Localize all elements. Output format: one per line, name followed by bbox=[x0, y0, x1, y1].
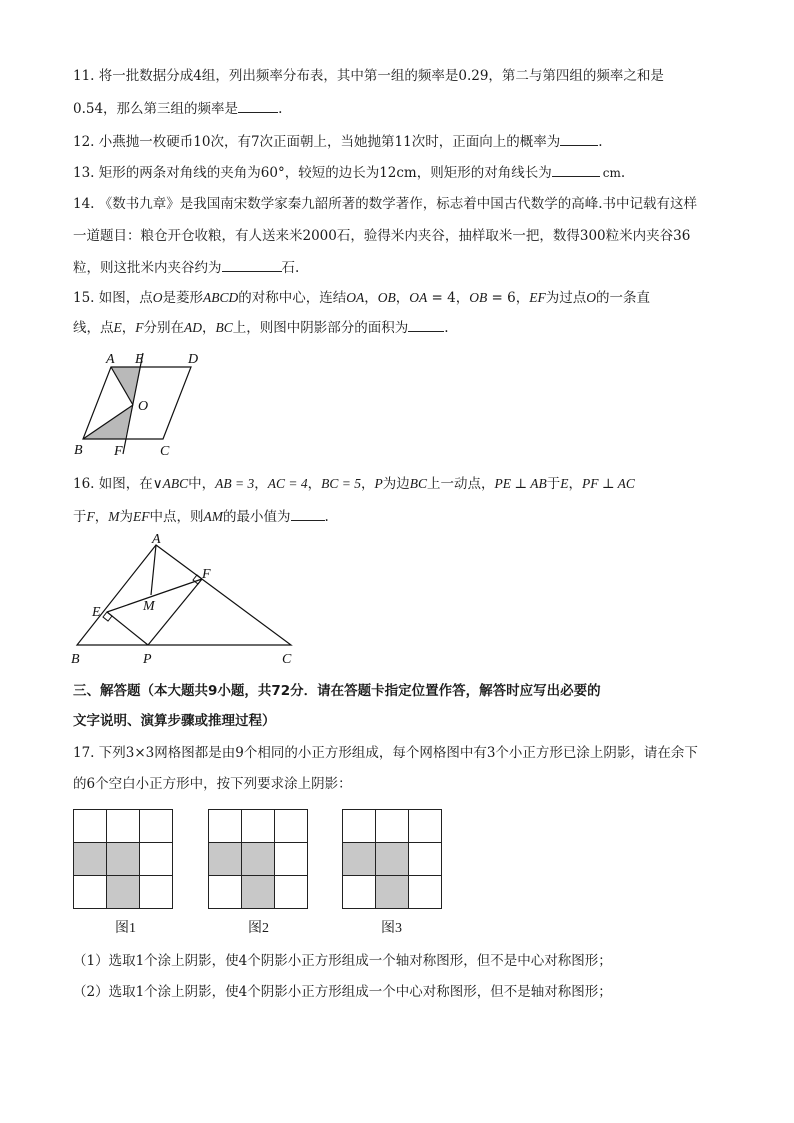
q16-text-d: 上一动点， bbox=[427, 476, 495, 492]
q15-eq6: = 6 bbox=[487, 290, 516, 306]
q11-tail: . bbox=[278, 101, 283, 117]
q16-ef: EF bbox=[133, 509, 150, 524]
q16-point-e: E bbox=[560, 476, 569, 491]
q15-line1 bbox=[73, 288, 650, 308]
q15-ef: EF bbox=[529, 290, 546, 305]
grid-figure-2 bbox=[208, 809, 308, 909]
segment-pe bbox=[107, 612, 148, 645]
grid-cell[interactable] bbox=[209, 810, 242, 843]
grid-cell[interactable] bbox=[343, 843, 376, 876]
q17-line2: 的6个空白小正方形中，按下列要求涂上阴影： bbox=[73, 776, 352, 792]
q14-line3 bbox=[73, 257, 299, 278]
label-d: D bbox=[188, 352, 199, 367]
q15-rhombus-name: ABCD bbox=[203, 290, 239, 305]
q15-sep: ， bbox=[121, 320, 136, 336]
grid-cell[interactable] bbox=[140, 876, 173, 909]
q15-text-b: 是菱形 bbox=[162, 290, 204, 306]
q14-line1: 14. 《数书九章》是我国南宋数学家秦九韶所著的数学著作，标志着中国古代数学的高峰.书中记载有这样 bbox=[73, 196, 698, 212]
grid-cell[interactable] bbox=[107, 810, 140, 843]
q13-answer-blank[interactable] bbox=[552, 162, 600, 177]
grid-cell[interactable] bbox=[242, 843, 275, 876]
q14-tail: 石. bbox=[281, 260, 300, 276]
q11-line2 bbox=[73, 98, 282, 119]
q16-sep: ， bbox=[361, 476, 375, 492]
q15-bc: BC bbox=[215, 320, 233, 335]
label-e: E bbox=[135, 352, 144, 367]
grid-cell[interactable] bbox=[376, 843, 409, 876]
figure-caption-1: 图1 bbox=[115, 921, 136, 936]
triangle-figure bbox=[66, 532, 306, 672]
q15-sep: ， bbox=[515, 290, 530, 306]
grid-figure-1 bbox=[73, 809, 173, 909]
grid-cell[interactable] bbox=[242, 810, 275, 843]
q15-point-f: F bbox=[135, 320, 144, 335]
grid-cell[interactable] bbox=[242, 876, 275, 909]
label-b: B bbox=[74, 443, 83, 458]
q16-point-m: M bbox=[108, 509, 120, 524]
q13-unit: cm bbox=[602, 166, 621, 180]
q16-line1 bbox=[73, 474, 635, 494]
grid-cell[interactable] bbox=[140, 810, 173, 843]
q16-tail: . bbox=[324, 509, 329, 525]
q14-line2: 一道题目：粮仓开仓收粮，有人送来米2000石，验得米内夹谷，抽样取米一把，数得300粒米内夹谷36 bbox=[73, 228, 691, 244]
grid-figure-3 bbox=[342, 809, 442, 909]
label-e: E bbox=[92, 605, 101, 620]
q14-answer-blank[interactable] bbox=[222, 257, 282, 272]
q11-line1: 11. 将一批数据分成4组，列出频率分布表，其中第一组的频率是0.29，第二与第四组的频率之和是 bbox=[73, 68, 664, 84]
q15-text-e: 的一条直 bbox=[595, 290, 650, 306]
q17-sub2: （2）选取1个涂上阴影，使4个阴影小正方形组成一个中心对称图形，但不是轴对称图形； bbox=[73, 984, 612, 1000]
q15-tail: . bbox=[444, 320, 449, 336]
grid-cell[interactable] bbox=[209, 876, 242, 909]
q16-line2 bbox=[73, 506, 329, 527]
q15-text-c: 的对称中心，连结 bbox=[238, 290, 347, 306]
q16-pf: PF ⊥ AC bbox=[581, 476, 635, 491]
segment-am bbox=[151, 545, 156, 595]
q16-sep: ， bbox=[568, 476, 582, 492]
q13-text: 13. 矩形的两条对角线的夹角为60°，较短的边长为12cm，则矩形的对角线长为 bbox=[73, 165, 552, 181]
q15-sep: ， bbox=[395, 290, 410, 306]
q17-line1: 17. 下列3×3网格图都是由9个相同的小正方形组成，每个网格图中有3个小正方形已涂上阴影，请在余下 bbox=[73, 745, 698, 761]
grid-cell[interactable] bbox=[409, 810, 442, 843]
q15-ob: OB bbox=[377, 290, 396, 305]
q16-sep: ， bbox=[94, 509, 109, 525]
q16-pe: PE ⊥ AB bbox=[494, 476, 547, 491]
label-a: A bbox=[106, 352, 115, 367]
grid-cell[interactable] bbox=[275, 810, 308, 843]
q16-text-e: 于 bbox=[546, 476, 561, 492]
rhombus-figure bbox=[70, 348, 210, 460]
q16-ab: AB = 3 bbox=[215, 476, 255, 491]
q16-sep: ， bbox=[307, 476, 322, 492]
grid-cell[interactable] bbox=[74, 843, 107, 876]
section3-heading-line1: 三、解答题（本大题共9小题，共72分．请在答题卡指定位置作答，解答时应写出必要的 bbox=[73, 683, 601, 699]
q15-oa-eq: OA bbox=[409, 290, 428, 305]
q15-text-a: 15. 如图，点 bbox=[73, 290, 153, 306]
q15-point-o: O bbox=[152, 290, 163, 305]
q16-bc: BC = 5 bbox=[321, 476, 362, 491]
label-o: O bbox=[138, 399, 149, 414]
grid-cell[interactable] bbox=[74, 810, 107, 843]
label-f: F bbox=[114, 444, 123, 459]
q16-am: AM bbox=[203, 509, 223, 524]
q16-point-p: P bbox=[374, 476, 383, 491]
figure-caption-3: 图3 bbox=[381, 921, 402, 936]
q15-sep: ， bbox=[364, 290, 378, 306]
q16-text-i: 的最小值为 bbox=[223, 509, 291, 525]
label-c: C bbox=[282, 652, 292, 667]
q12-text: 12. 小燕抛一枚硬币10次，有7次正面朝上，当她抛第11次时，正面向上的概率为 bbox=[73, 134, 561, 150]
q15-ob-eq: OB bbox=[469, 290, 488, 305]
q15-sep: ， bbox=[202, 320, 216, 336]
q12-tail: . bbox=[598, 134, 603, 150]
q15-sep: ， bbox=[455, 290, 470, 306]
q16-ac: AC = 4 bbox=[267, 476, 308, 491]
q11-answer-blank[interactable] bbox=[238, 98, 278, 113]
grid-cell[interactable] bbox=[275, 876, 308, 909]
q13-line bbox=[73, 162, 625, 183]
grid-cell[interactable] bbox=[409, 876, 442, 909]
grid-cell[interactable] bbox=[343, 876, 376, 909]
q16-bc2: BC bbox=[409, 476, 428, 491]
q12-answer-blank[interactable] bbox=[560, 131, 598, 146]
figure-caption-2: 图2 bbox=[248, 921, 269, 936]
label-c: C bbox=[160, 444, 170, 459]
q15-text-f: 线，点 bbox=[73, 320, 114, 336]
grid-cell[interactable] bbox=[209, 843, 242, 876]
q11-text: 0.54，那么第三组的频率是 bbox=[73, 101, 239, 117]
grid-cell[interactable] bbox=[74, 876, 107, 909]
q15-answer-blank[interactable] bbox=[408, 317, 444, 332]
q15-ad: AD bbox=[184, 320, 202, 335]
q16-text-g: 为 bbox=[119, 509, 133, 525]
q15-line2 bbox=[73, 317, 449, 338]
grid-cell[interactable] bbox=[376, 810, 409, 843]
q15-text-h: 上，则图中阴影部分的面积为 bbox=[232, 320, 409, 336]
q14-text: 粒，则这批米内夹谷约为 bbox=[73, 260, 222, 276]
q16-triangle: ∨ABC bbox=[152, 476, 189, 491]
q16-text-f: 于 bbox=[73, 509, 87, 525]
q15-point-o: O bbox=[586, 290, 596, 305]
q15-oa: OA bbox=[346, 290, 365, 305]
label-m: M bbox=[143, 599, 155, 614]
label-a: A bbox=[152, 532, 161, 547]
right-angle-e bbox=[103, 612, 112, 621]
q15-text-d: 为过点 bbox=[545, 290, 587, 306]
q13-tail: . bbox=[620, 165, 626, 181]
grid-cell[interactable] bbox=[343, 810, 376, 843]
grid-cell[interactable] bbox=[140, 843, 173, 876]
section3-heading-line2: 文字说明、演算步骤或推理过程） bbox=[73, 713, 276, 729]
q16-text-b: 中， bbox=[188, 476, 216, 492]
grid-cell[interactable] bbox=[107, 843, 140, 876]
grid-cell[interactable] bbox=[376, 876, 409, 909]
q16-text-h: 中点，则 bbox=[149, 509, 204, 525]
q17-sub1: （1）选取1个涂上阴影，使4个阴影小正方形组成一个轴对称图形，但不是中心对称图形； bbox=[73, 953, 612, 969]
grid-cell[interactable] bbox=[275, 843, 308, 876]
q16-point-f: F bbox=[86, 509, 95, 524]
q15-text-g: 分别在 bbox=[143, 320, 184, 336]
q16-answer-blank[interactable] bbox=[291, 506, 325, 521]
q16-text-c: 为边 bbox=[382, 476, 410, 492]
q16-text-a: 16. 如图，在 bbox=[73, 476, 153, 492]
q15-point-e: E bbox=[113, 320, 122, 335]
grid-cell[interactable] bbox=[409, 843, 442, 876]
label-b: B bbox=[71, 652, 80, 667]
q16-sep: ， bbox=[254, 476, 268, 492]
grid-cell[interactable] bbox=[107, 876, 140, 909]
triangle-abc bbox=[77, 545, 291, 645]
label-f: F bbox=[202, 567, 211, 582]
label-p: P bbox=[143, 652, 152, 667]
q15-eq4: = 4 bbox=[427, 290, 456, 306]
q12-line bbox=[73, 131, 603, 152]
